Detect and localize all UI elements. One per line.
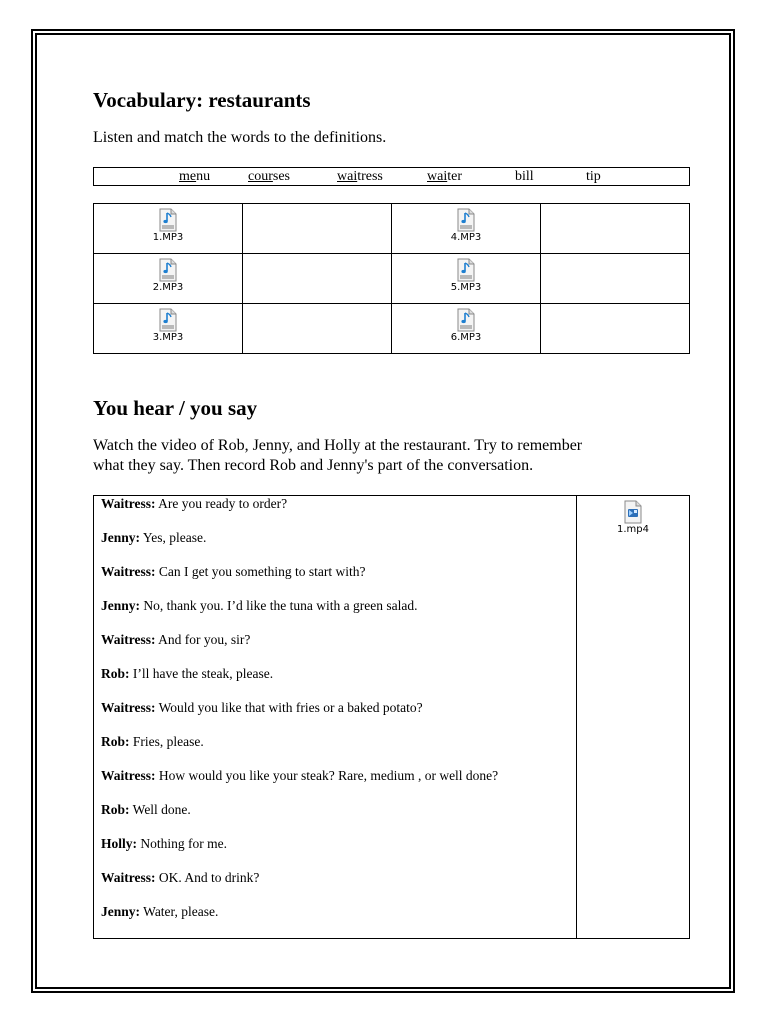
answer-cell[interactable] bbox=[541, 204, 690, 254]
answer-cell[interactable] bbox=[541, 254, 690, 304]
audio-cell bbox=[392, 254, 541, 304]
audio-file[interactable]: 6.MP3 bbox=[436, 308, 496, 344]
answer-cell[interactable] bbox=[243, 254, 392, 304]
audio-file[interactable]: 4.MP3 bbox=[436, 208, 496, 244]
video-instruction-line-2: what they say. Then record Rob and Jenny's part of the conversation. bbox=[93, 457, 534, 474]
dialogue-line: Waitress: And for you, sir? bbox=[101, 632, 251, 647]
table-row bbox=[94, 204, 690, 254]
mp3-file-icon bbox=[157, 208, 179, 232]
dialogue-line: Rob: Well done. bbox=[101, 802, 191, 817]
vocabulary-instruction: Listen and match the words to the definitions. bbox=[93, 129, 387, 146]
video-file[interactable]: 1.mp4 bbox=[603, 500, 663, 536]
section-title-vocabulary: Vocabulary: restaurants bbox=[93, 88, 311, 112]
dialogue-line: Waitress: Would you like that with fries or a baked potato? bbox=[101, 700, 423, 715]
audio-cell bbox=[392, 204, 541, 254]
video-instruction-line-1: Watch the video of Rob, Jenny, and Holly at the restaurant. Try to remember bbox=[93, 437, 583, 454]
word-waitress: waitress bbox=[337, 169, 383, 184]
dialogue-line: Jenny: No, thank you. I’d like the tuna with a green salad. bbox=[101, 598, 418, 613]
word-menu: menu bbox=[179, 169, 211, 184]
audio-file[interactable]: 1.MP3 bbox=[138, 208, 198, 244]
dialogue-cell bbox=[94, 496, 577, 939]
audio-file[interactable]: 3.MP3 bbox=[138, 308, 198, 344]
answer-cell[interactable] bbox=[541, 304, 690, 354]
word-waiter: waiter bbox=[427, 169, 462, 184]
audio-file[interactable]: 2.MP3 bbox=[138, 258, 198, 294]
word-bill: bill bbox=[515, 169, 534, 184]
word-bank bbox=[93, 167, 690, 186]
audio-cell bbox=[94, 254, 243, 304]
dialogue-line: Waitress: Can I get you something to start with? bbox=[101, 564, 366, 579]
dialogue-table bbox=[93, 495, 690, 939]
dialogue-line: Waitress: OK. And to drink? bbox=[101, 870, 260, 885]
mp3-file-icon bbox=[157, 308, 179, 332]
dialogue-line: Rob: I’ll have the steak, please. bbox=[101, 666, 274, 681]
table-row bbox=[94, 304, 690, 354]
dialogue-line: Holly: Nothing for me. bbox=[101, 836, 227, 851]
audio-cell bbox=[94, 204, 243, 254]
answer-cell[interactable] bbox=[243, 304, 392, 354]
dialogue-line: Waitress: How would you like your steak? Rare, medium , or well done? bbox=[101, 768, 499, 783]
matching-table bbox=[93, 203, 690, 354]
mp3-file-icon bbox=[455, 208, 477, 232]
mp3-file-icon bbox=[455, 258, 477, 282]
table-row bbox=[94, 254, 690, 304]
audio-cell bbox=[94, 304, 243, 354]
word-courses: courses bbox=[248, 169, 291, 184]
answer-cell[interactable] bbox=[243, 204, 392, 254]
section-title-you-hear: You hear / you say bbox=[93, 396, 258, 420]
dialogue-line: Waitress: Are you ready to order? bbox=[101, 496, 288, 511]
audio-file[interactable]: 5.MP3 bbox=[436, 258, 496, 294]
dialogue-line: Rob: Fries, please. bbox=[101, 734, 204, 749]
word-tip: tip bbox=[586, 169, 601, 184]
audio-cell bbox=[392, 304, 541, 354]
dialogue-line: Jenny: Water, please. bbox=[101, 904, 219, 919]
video-cell bbox=[577, 496, 690, 939]
mp3-file-icon bbox=[455, 308, 477, 332]
video-file-icon bbox=[622, 500, 644, 524]
dialogue-line: Jenny: Yes, please. bbox=[101, 530, 207, 545]
mp3-file-icon bbox=[157, 258, 179, 282]
